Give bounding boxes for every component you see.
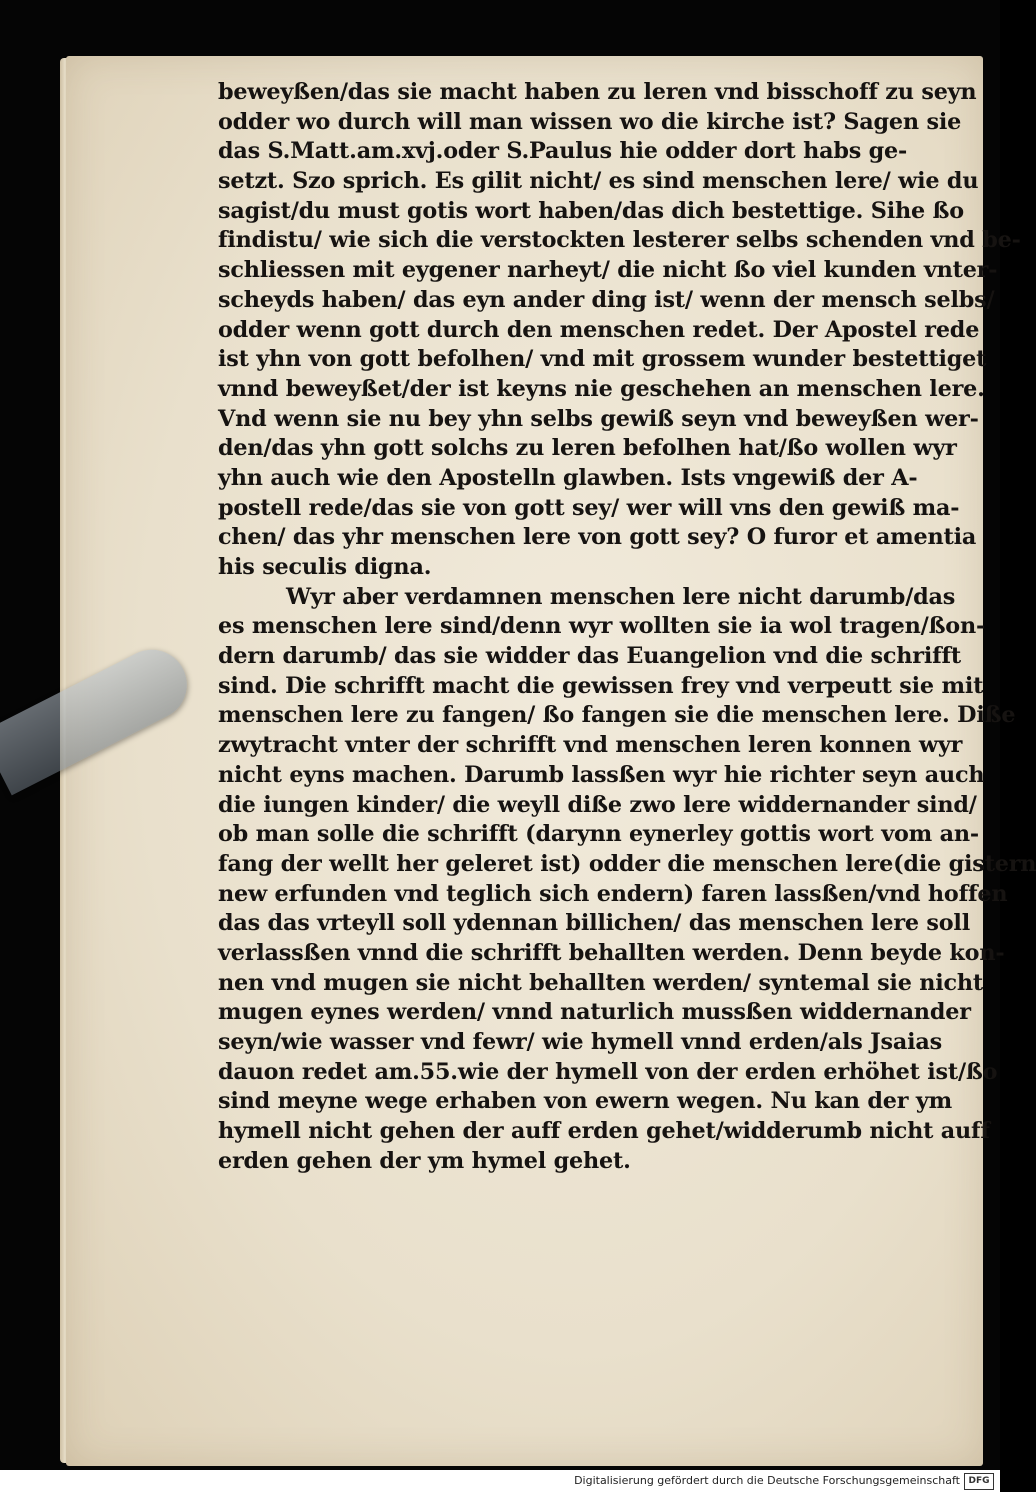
text-line: erden gehen der ym hymel gehet. — [218, 1147, 631, 1174]
text-line: hymell nicht gehen der auff erden gehet/widderumb nicht auff — [218, 1118, 990, 1145]
text-line: his seculis digna. — [218, 554, 432, 580]
text-line: menschen lere zu fangen/ ßo fangen sie die menschen lere. Diße — [218, 702, 1016, 729]
text-line: sagist/du must gotis wort haben/das dich bestettige. Sihe ßo — [218, 197, 964, 224]
text-line: nicht eyns machen. Darumb lassßen wyr hie richter seyn auch — [218, 761, 985, 788]
text-line: mugen eynes werden/ vnnd naturlich mussßen widdernander — [218, 999, 971, 1026]
text-line: ob man solle die schrifft (darynn eynerley gottis wort vom an- — [218, 821, 979, 848]
text-line: scheyds haben/ das eyn ander ding ist/ wenn der mensch selbs/ — [218, 286, 995, 313]
text-line: das S.Matt.am.xvj.oder S.Paulus hie odder dort habs ge- — [218, 138, 908, 165]
text-line: den/das yhn gott solchs zu leren befolhen hat/ßo wollen wyr — [218, 435, 957, 462]
dfg-logo: DFG — [964, 1473, 994, 1490]
text-line: das das vrteyll soll ydennan billichen/ das menschen lere soll — [218, 910, 970, 937]
text-line: Vnd wenn sie nu bey yhn selbs gewiß seyn vnd beweyßen wer- — [218, 405, 979, 432]
text-line: postell rede/das sie von gott sey/ wer will vns den gewiß ma- — [218, 494, 960, 521]
text-line: dern darumb/ das sie widder das Euangelion vnd die schrifft — [218, 643, 961, 670]
text-line: die iungen kinder/ die weyll diße zwo lere widdernander sind/ — [218, 791, 977, 818]
funding-credit: Digitalisierung gefördert durch die Deutsche Forschungsgemeinschaft — [574, 1474, 960, 1487]
text-line: seyn/wie wasser vnd fewr/ wie hymell vnnd erden/als Jsaias — [218, 1029, 942, 1055]
text-line: ist yhn von gott befolhen/ vnd mit grossem wunder bestettiget — [218, 346, 987, 373]
text-line: new erfunden vnd teglich sich endern) faren lassßen/vnd hoffen — [218, 880, 1008, 907]
text-line: schliessen mit eygener narheyt/ die nicht ßo viel kunden vnter- — [218, 257, 998, 284]
text-line: yhn auch wie den Apostelln glawben. Ists vngewiß der A- — [218, 464, 918, 491]
text-line: chen/ das yhr menschen lere von gott sey? O furor et amentia — [218, 524, 977, 551]
text-line: sind. Die schrifft macht die gewissen frey vnd verpeutt sie mit — [218, 672, 984, 699]
text-line: odder wo durch will man wissen wo die kirche ist? Sagen sie — [218, 108, 962, 135]
footer-bar — [0, 1470, 1000, 1492]
text-line: verlassßen vnnd die schrifft behallten werden. Denn beyde kon- — [218, 939, 1005, 966]
text-line: setzt. Szo sprich. Es gilit nicht/ es sind menschen lere/ wie du — [218, 168, 979, 195]
paragraph-start-line: Wyr aber verdamnen menschen lere nicht darumb/das — [286, 583, 956, 610]
text-line: vnnd beweyßet/der ist keyns nie geschehen an menschen lere. — [218, 375, 985, 402]
text-line: dauon redet am.55.wie der hymell von der erden erhöhet ist/ßo — [218, 1058, 998, 1085]
text-line: sind meyne wege erhaben von ewern wegen. Nu kan der ym — [218, 1088, 952, 1115]
text-line: fang der wellt her geleret ist) odder die menschen lere(die gistern — [218, 850, 1036, 877]
text-line: nen vnd mugen sie nicht behallten werden/ syntemal sie nicht — [218, 969, 984, 996]
text-line: findistu/ wie sich die verstockten lesterer selbs schenden vnd be- — [218, 227, 1021, 254]
text-line: beweyßen/das sie macht haben zu leren vnd bisschoff zu seyn — [218, 79, 977, 105]
text-line: zwytracht vnter der schrifft vnd menschen leren konnen wyr — [218, 732, 963, 759]
fraktur-text-block — [218, 78, 1036, 1176]
text-line: odder wenn gott durch den menschen redet. Der Apostel rede — [218, 316, 980, 343]
text-line: es menschen lere sind/denn wyr wollten sie ia wol tragen/ßon- — [218, 613, 986, 640]
